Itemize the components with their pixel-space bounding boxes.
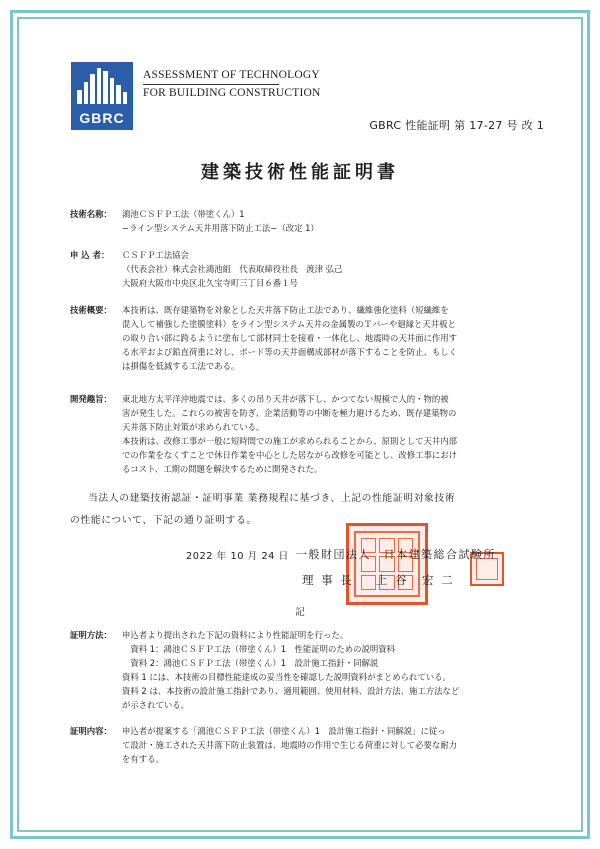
chief-signature — [302, 572, 455, 588]
method-label: 証明方法： — [70, 630, 112, 640]
text-line: 天井落下防止対策が求められている。 — [122, 422, 265, 432]
overview-label: 技術概要： — [70, 305, 112, 315]
background-label: 開発趣旨： — [70, 394, 112, 404]
text-line: て設計・施工された天井落下防止装置は、地震時の作用で生じる荷重に対して必要な耐力 — [122, 740, 457, 750]
text-line: （代表会社）株式会社鴻池組 代表取締役社長 渡津 弘己 — [122, 264, 343, 274]
official-seal — [346, 523, 428, 605]
text-line: 資料 1：鴻池ＣＳＦＰ工法（帯塗くん）1 性能証明のための説明資料 — [122, 644, 395, 654]
issue-date: 2022 年 10 月 24 日 — [186, 551, 289, 562]
text-line: を有する。 — [122, 754, 164, 764]
text-line: 混入して補強した塗膜塗料）をライン型システム天井の金属製のＴバーや廻縁と天井板と — [122, 319, 456, 329]
content-value — [122, 724, 598, 766]
text-line: 資料 1 には、本技術の目標性能達成の妥当性を確認した説明資料がまとめられている。 — [122, 672, 451, 682]
background-value — [122, 392, 598, 476]
applicant-label: 申 込 者： — [70, 250, 110, 260]
text-line: 本技術は、既存建築物を対象とした天井落下防止工法であり、繊維強化塗料（短繊維を — [122, 305, 449, 315]
tech-name-value — [122, 207, 598, 235]
building-bars-icon — [77, 68, 127, 104]
chief-title: 理 事 長 — [302, 573, 354, 587]
text-line: 申込者より提出された下記の資料により性能証明を行った。 — [122, 630, 349, 640]
text-line: 申込者が提案する「鴻池ＣＳＦＰ工法（帯塗くん）1 設計施工指針・同解説」に従っ — [122, 726, 446, 736]
method-value — [122, 628, 598, 712]
document-title: 建築技術性能証明書 — [201, 162, 399, 183]
tech-name-label: 技術名称： — [70, 209, 112, 219]
overview-value — [122, 303, 598, 373]
text-line: ＣＳＦＰ工法協会 — [122, 250, 189, 260]
chief-name: 上 谷 宏 二 — [375, 573, 455, 587]
org-line-2: FOR BUILDING CONSTRUCTION — [143, 87, 321, 99]
text-line: 害が発生した。これらの被害を防ぎ、企業活動等の中断を極力避けるため、既存建築物の — [122, 408, 457, 418]
organization-name-en — [143, 68, 321, 101]
text-line: の取り合い部に跨るように塗布して部材同士を接着・一体化し、地震時の天井面に作用す — [122, 333, 457, 343]
content-label: 証明内容： — [70, 726, 112, 736]
issuing-organization: 一般財団法人 日本建築総合試験所 — [296, 548, 496, 561]
ki-heading: 記 — [295, 607, 305, 618]
text-line: での作業をなくすことで休日作業を中心とした居ながら改修を可能とし、改修工事におけ — [122, 450, 457, 460]
attestation-line: 当法人の建築技術認証・証明事業 業務規程に基づき、上記の性能証明対象技術 — [88, 493, 456, 504]
text-line: 資料 2 は、本技術の設計施工指針であり、適用範囲、使用材料、設計方法、施工方法など — [122, 686, 460, 696]
text-line: 資料 2：鴻池ＣＳＦＰ工法（帯塗くん）1 設計施工指針・同解説 — [122, 658, 379, 668]
text-line: が示されている。 — [122, 700, 189, 710]
text-line: る水平および鉛直荷重に対し、ボード等の天井面構成部材が落下することを防止、もしく — [122, 347, 457, 357]
applicant-value — [122, 248, 598, 290]
text-line: −ライン型システム天井用落下防止工法−（改定 1） — [122, 223, 319, 233]
text-line: は損傷を低減する工法である。 — [122, 361, 240, 371]
text-line: 本技術は、改修工事が一般に短時間での施工が求められることから、原則として天井内部 — [122, 436, 457, 446]
text-line: 東北地方太平洋沖地震では、多くの吊り天井が落下し、かつてない規模で人的・物的被 — [122, 394, 449, 404]
org-line-1: ASSESSMENT OF TECHNOLOGY — [143, 69, 320, 81]
logo-text: GBRC — [79, 110, 125, 126]
gbrc-logo — [71, 62, 133, 130]
attestation-line: の性能について、下記の通り証明する。 — [70, 515, 257, 526]
org-divider — [143, 84, 279, 85]
text-line: るコスト、工期の問題を解決するために開発された。 — [122, 464, 323, 474]
text-line: 大阪府大阪市中央区北久宝寺町三丁目６番１号 — [122, 278, 298, 288]
text-line: 鴻池ＣＳＦＰ工法（帯塗くん）1 — [122, 209, 245, 219]
certificate-number: GBRC 性能証明 第 17-27 号 改 1 — [369, 119, 544, 132]
